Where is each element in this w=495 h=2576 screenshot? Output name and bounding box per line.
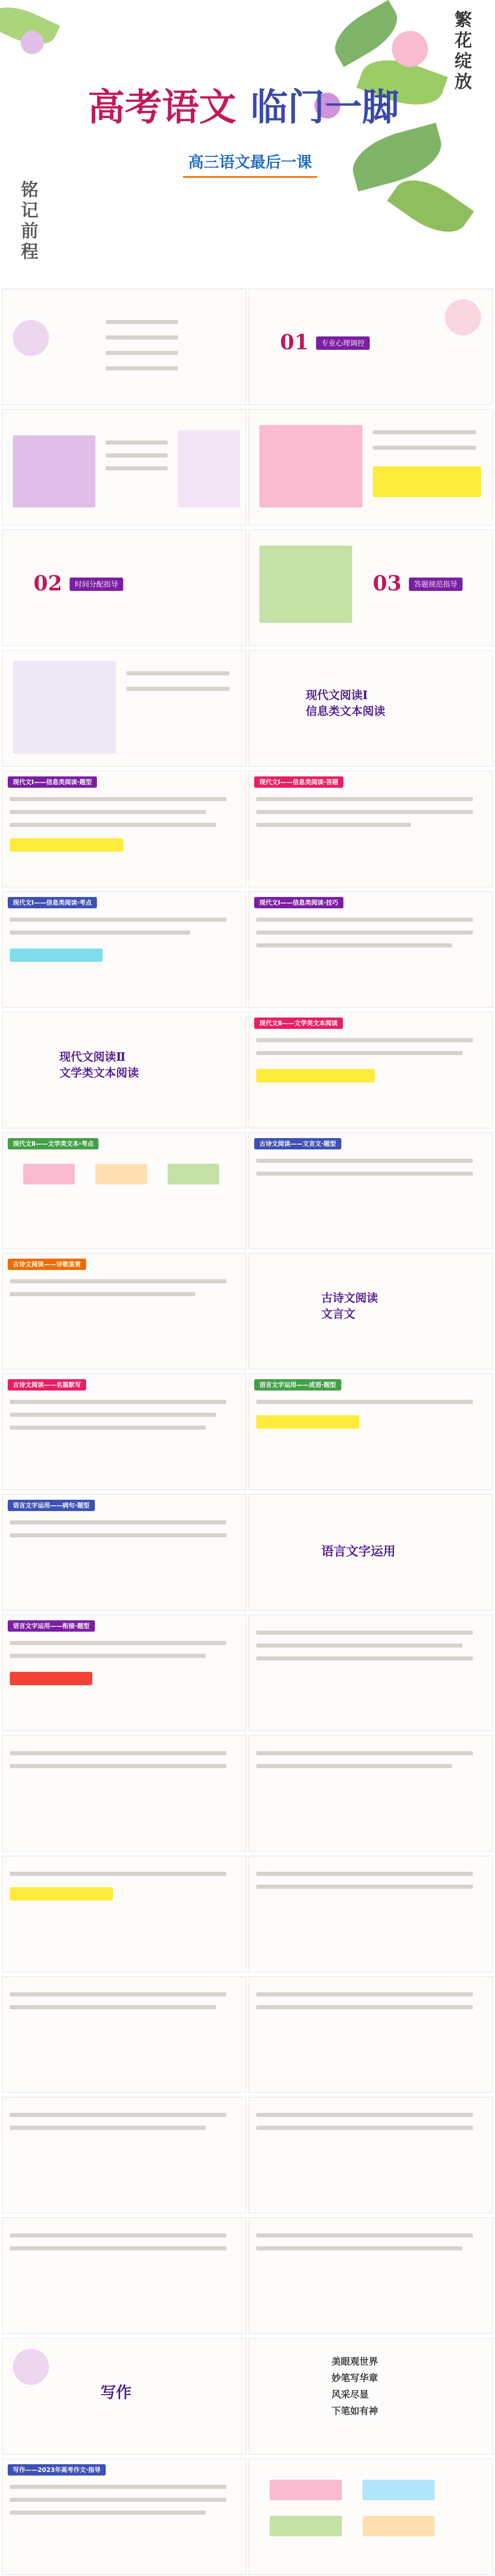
slide-content	[249, 1012, 493, 1128]
text-line	[10, 1292, 195, 1296]
text-line	[106, 453, 168, 457]
slide-content	[2, 1976, 246, 2093]
slide-content	[249, 1735, 493, 1852]
diagram-node	[270, 2480, 342, 2500]
text-line	[256, 1172, 473, 1176]
slide-reading-2	[2, 1012, 246, 1128]
text-line	[256, 1764, 452, 1768]
text-line	[10, 1400, 226, 1404]
slide-header: 语言文字运用——衔接·题型	[8, 1620, 95, 1632]
text-line	[256, 930, 473, 935]
text-line	[10, 1654, 206, 1658]
highlight-box	[10, 1672, 92, 1685]
flower-decoration	[13, 320, 49, 356]
slide-header: 语言文字运用——病句·题型	[8, 1500, 95, 1511]
hero-subtitle: 高三语文最后一课	[183, 149, 317, 178]
text-line	[10, 1413, 216, 1417]
highlight-box	[10, 1887, 113, 1901]
slide-time-plan	[2, 650, 246, 767]
hero-vertical-right: 繁花绽放	[451, 10, 472, 93]
writing-quote: 美眼观世界 妙笔写华章 风采尽显 下笔如有神	[332, 2357, 378, 2417]
hero-title	[88, 77, 399, 131]
slide-header: 现代文Ⅱ——文学类文本阅读	[254, 1018, 343, 1029]
slide-header: 现代文Ⅰ——信息类阅读·题型	[8, 776, 97, 788]
text-line	[10, 2233, 226, 2238]
diagram-node	[270, 2516, 342, 2536]
slide-content	[249, 1132, 493, 1249]
text-line	[256, 2246, 463, 2250]
highlight-box	[10, 838, 123, 852]
slide-content	[2, 1856, 246, 1972]
slide-classic-title	[249, 1253, 493, 1369]
slide-section-2	[2, 530, 246, 646]
diagram-node	[23, 1164, 75, 1184]
text-line	[10, 2113, 226, 2117]
slide-content	[249, 2459, 493, 2575]
text-line	[256, 1051, 463, 1055]
diagram-node	[362, 2480, 435, 2500]
slide-content	[249, 891, 493, 1008]
text-line	[10, 2485, 226, 2489]
text-line	[256, 2233, 473, 2238]
text-line	[256, 1751, 473, 1755]
highlight-box	[10, 948, 103, 962]
slide-header: 古诗文阅读——名篇默写	[8, 1379, 86, 1391]
text-line	[10, 1751, 226, 1755]
slide-header: 古诗文阅读——文言文·题型	[254, 1138, 341, 1149]
slide-header: 现代文Ⅱ——文学类文本·考点	[8, 1138, 98, 1149]
image-placeholder	[259, 546, 352, 623]
text-line	[256, 2113, 473, 2117]
classic-title: 古诗文阅读 文言文	[321, 1292, 378, 1321]
slide-language-title	[249, 1494, 493, 1611]
slide-content	[249, 771, 493, 887]
text-line	[256, 823, 411, 827]
text-line	[10, 1533, 226, 1537]
slide-content	[2, 2459, 246, 2575]
hero-banner	[0, 0, 495, 289]
slide-header: 语言文字运用——成语·题型	[254, 1379, 341, 1391]
flower-decoration	[13, 2349, 49, 2385]
flower-decoration	[445, 299, 481, 335]
text-line	[106, 366, 178, 370]
image-placeholder	[178, 430, 240, 507]
text-line	[10, 1764, 226, 1768]
text-line	[256, 2005, 473, 2009]
text-line	[126, 687, 229, 691]
slide-reading-1	[249, 650, 493, 767]
text-line	[126, 671, 229, 675]
text-line	[10, 2005, 216, 2009]
text-line	[256, 1038, 473, 1042]
text-line	[10, 810, 206, 814]
slide-classic	[2, 1253, 246, 1369]
section-label: 专业心理调控	[316, 336, 370, 350]
text-line	[256, 797, 473, 801]
text-line	[10, 1641, 226, 1645]
slide-content	[249, 2097, 493, 2213]
hero-title-part2: 临门一脚	[251, 85, 400, 129]
slide-header: 古诗文阅读——诗歌鉴赏	[8, 1259, 86, 1270]
slide-content	[2, 1494, 246, 1611]
writing-title: 写作	[101, 2384, 131, 2402]
text-line	[10, 930, 190, 935]
text-line	[256, 810, 473, 814]
text-line	[256, 1885, 473, 1889]
language-title: 语言文字运用	[321, 1544, 395, 1558]
text-line	[10, 823, 216, 827]
highlight-box	[373, 466, 481, 497]
section-number: 02	[34, 571, 62, 596]
slide-content	[249, 1374, 493, 1490]
diagram-node	[168, 1164, 219, 1184]
slide-content	[249, 1615, 493, 1731]
text-line	[10, 1279, 226, 1283]
text-line	[256, 1656, 473, 1660]
image-placeholder	[259, 425, 362, 507]
section-label: 答题规范指导	[409, 578, 463, 591]
text-line	[256, 1872, 473, 1876]
slide-strategy	[249, 409, 493, 526]
slide-content	[2, 891, 246, 1008]
text-line	[256, 1992, 473, 1996]
flower-decoration	[21, 31, 44, 54]
slide-writing-title	[2, 2338, 246, 2454]
text-line	[256, 1400, 473, 1404]
leaf-decoration	[346, 123, 448, 192]
slide-content	[249, 1856, 493, 1972]
text-line	[256, 943, 452, 947]
text-line	[10, 2246, 226, 2250]
text-line	[10, 797, 226, 801]
text-line	[10, 1992, 226, 1996]
slide-header: 现代文Ⅰ——信息类阅读·答题	[254, 776, 343, 788]
section-number: 03	[373, 571, 402, 596]
text-line	[10, 2498, 226, 2502]
image-placeholder	[13, 435, 95, 507]
text-line	[106, 466, 168, 470]
reading2-title: 现代文阅读Ⅱ 文学类文本阅读	[59, 1050, 139, 1080]
text-line	[106, 351, 178, 355]
text-line	[10, 918, 226, 922]
text-line	[10, 1426, 206, 1430]
section-number: 01	[280, 330, 309, 354]
slide-content	[2, 1615, 246, 1731]
slide-header: 现代文Ⅰ——信息类阅读·技巧	[254, 897, 343, 908]
section-label: 时间分配指导	[70, 578, 123, 591]
text-line	[256, 1643, 463, 1648]
table-placeholder	[13, 661, 116, 754]
slide-writing-quote	[249, 2338, 493, 2454]
text-line	[106, 335, 178, 340]
slide-content	[2, 771, 246, 887]
slide-content	[2, 1374, 246, 1490]
text-line	[10, 1872, 226, 1876]
slide-content	[2, 2097, 246, 2213]
reading-title: 现代文阅读Ⅰ 信息类文本阅读	[306, 689, 386, 718]
slide-section-1	[249, 289, 493, 405]
text-line	[10, 1520, 226, 1524]
slide-section-3	[249, 530, 493, 646]
text-line	[10, 2126, 206, 2130]
slide-toc	[2, 289, 246, 405]
text-line	[106, 320, 178, 324]
slide-content	[249, 2217, 493, 2334]
slide-content	[2, 2217, 246, 2334]
diagram-node	[362, 2516, 435, 2536]
slide-header: 现代文Ⅰ——信息类阅读·考点	[8, 897, 97, 908]
flower-decoration	[392, 31, 428, 67]
slide-content	[2, 1132, 246, 1249]
highlight-box	[256, 1415, 359, 1429]
slide-header: 写作——2023年高考作文·指导	[8, 2464, 106, 2476]
text-line	[256, 918, 473, 922]
text-line	[256, 1631, 473, 1635]
highlight-box	[256, 1069, 375, 1082]
text-line	[373, 446, 476, 450]
text-line	[373, 430, 476, 434]
text-line	[10, 2511, 206, 2515]
slide-content	[2, 1735, 246, 1852]
text-line	[106, 440, 168, 445]
diagram-node	[95, 1164, 147, 1184]
slide-content	[249, 1976, 493, 2093]
text-line	[256, 2126, 473, 2130]
slide-mindset	[2, 409, 246, 526]
hero-vertical-left: 铭记前程	[18, 180, 38, 263]
hero-title-part1: 高考语文	[88, 85, 237, 129]
text-line	[256, 1159, 473, 1163]
